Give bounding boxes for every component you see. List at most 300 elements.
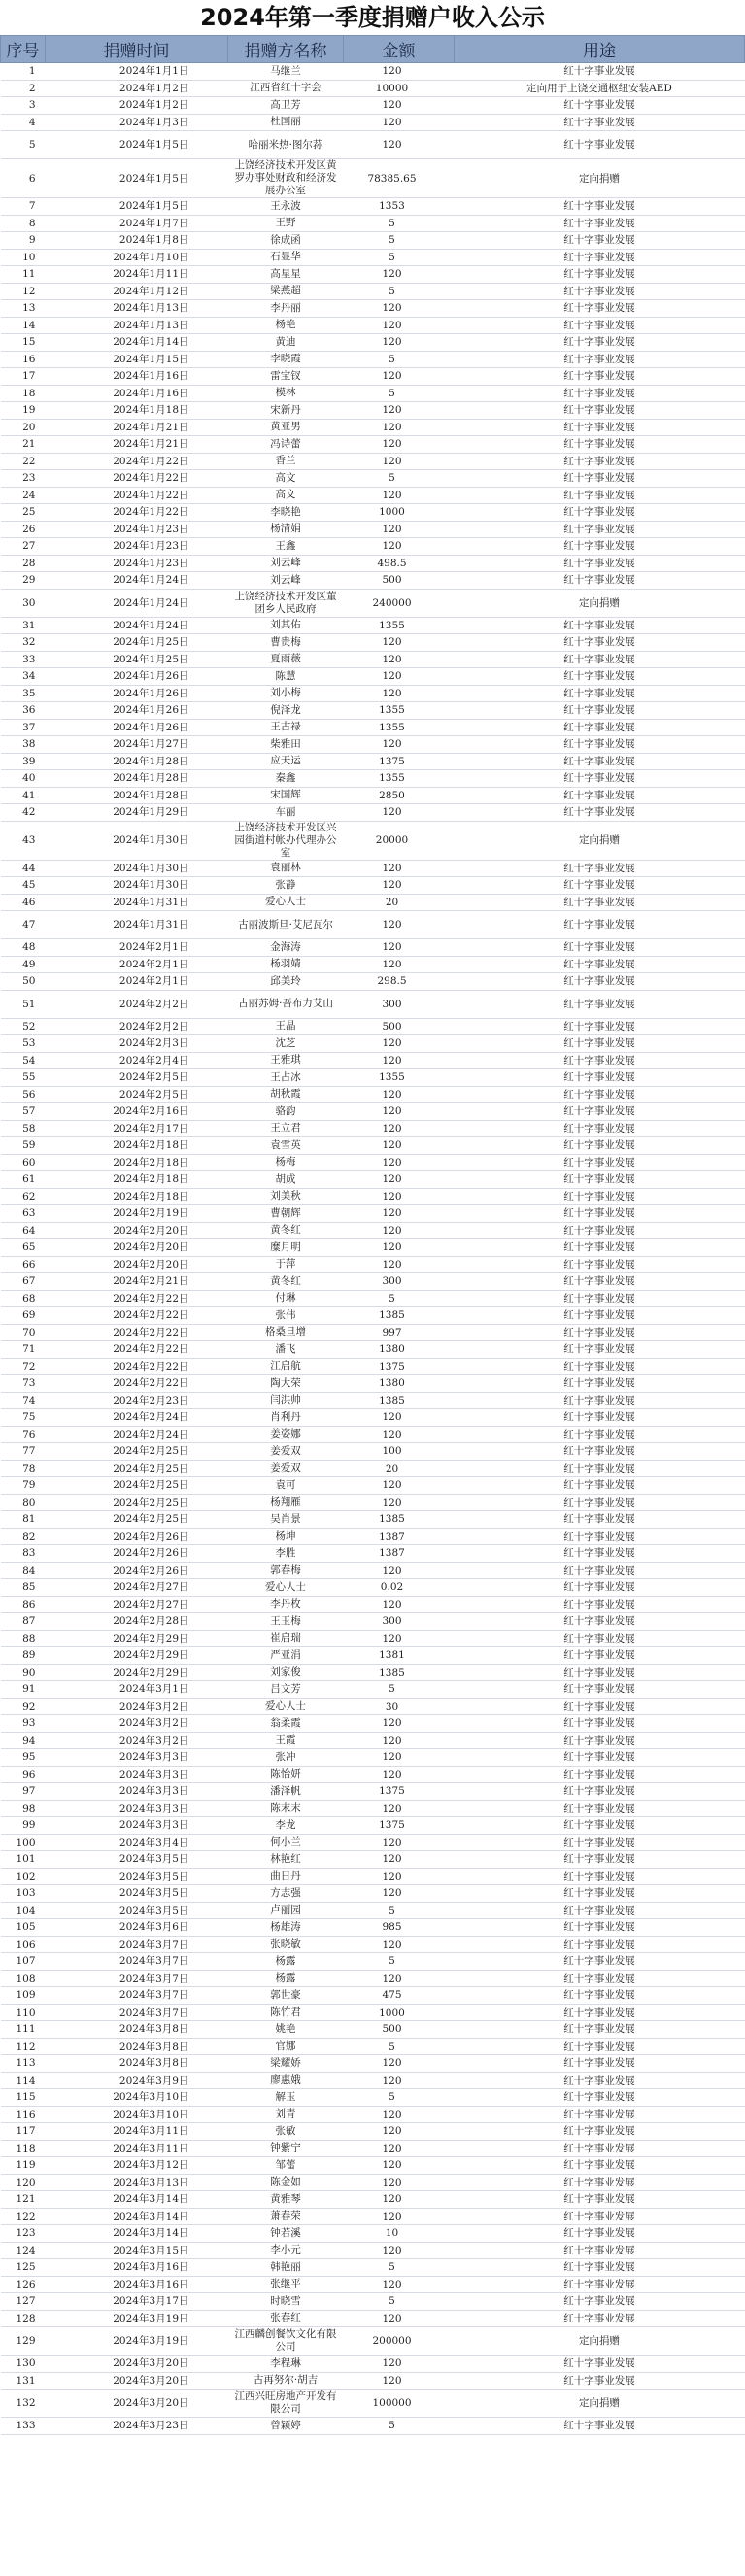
cell-purpose: 红十字事业发展 — [455, 702, 745, 720]
cell-donor: 翁柔霞 — [228, 1715, 344, 1733]
cell-amount: 120 — [344, 736, 455, 754]
cell-date: 2024年3月7日 — [46, 1936, 228, 1953]
cell-donor: 官娜 — [228, 2038, 344, 2055]
cell-index: 87 — [1, 1613, 46, 1631]
cell-donor: 车丽 — [228, 804, 344, 822]
cell-amount: 120 — [344, 300, 455, 318]
cell-amount: 120 — [344, 1239, 455, 1257]
cell-purpose: 红十字事业发展 — [455, 1052, 745, 1069]
cell-donor: 张冲 — [228, 1749, 344, 1767]
table-row — [1, 2356, 745, 2373]
cell-amount: 1385 — [344, 1664, 455, 1681]
cell-amount: 120 — [344, 2372, 455, 2390]
cell-purpose: 红十字事业发展 — [455, 634, 745, 652]
table-row — [1, 402, 745, 420]
cell-index: 11 — [1, 266, 46, 284]
cell-amount: 120 — [344, 1851, 455, 1869]
cell-index: 77 — [1, 1443, 46, 1461]
cell-index: 67 — [1, 1273, 46, 1291]
header-index: 序号 — [1, 36, 46, 63]
cell-donor: 杨梅 — [228, 1154, 344, 1171]
cell-purpose: 红十字事业发展 — [455, 753, 745, 770]
cell-date: 2024年3月19日 — [46, 2310, 228, 2327]
header-amount: 金额 — [344, 36, 455, 63]
cell-date: 2024年1月2日 — [46, 80, 228, 97]
cell-index: 84 — [1, 1562, 46, 1579]
cell-amount: 120 — [344, 1035, 455, 1053]
table-row — [1, 1069, 745, 1087]
table-row — [1, 232, 745, 250]
cell-date: 2024年1月1日 — [46, 63, 228, 81]
cell-date: 2024年1月30日 — [46, 821, 228, 860]
cell-date: 2024年3月16日 — [46, 2276, 228, 2293]
cell-index: 61 — [1, 1171, 46, 1189]
cell-purpose: 红十字事业发展 — [455, 283, 745, 300]
cell-donor: 姜爱双 — [228, 1443, 344, 1461]
cell-purpose: 红十字事业发展 — [455, 1885, 745, 1903]
cell-donor: 李晓霞 — [228, 351, 344, 368]
cell-date: 2024年1月10日 — [46, 249, 228, 266]
cell-index: 5 — [1, 131, 46, 159]
cell-donor: 王占冰 — [228, 1069, 344, 1087]
table-row — [1, 555, 745, 572]
cell-index: 115 — [1, 2089, 46, 2107]
cell-date: 2024年3月3日 — [46, 1817, 228, 1835]
cell-index: 59 — [1, 1137, 46, 1155]
cell-date: 2024年2月2日 — [46, 1018, 228, 1035]
cell-donor: 上饶经济技术开发区黄罗办事处财政和经济发展办公室 — [228, 159, 344, 198]
cell-amount: 120 — [344, 2072, 455, 2089]
cell-amount: 100 — [344, 1443, 455, 1461]
cell-date: 2024年2月24日 — [46, 1426, 228, 1443]
cell-index: 126 — [1, 2276, 46, 2293]
table-row — [1, 1120, 745, 1137]
cell-index: 128 — [1, 2310, 46, 2327]
cell-donor: 郭春梅 — [228, 1562, 344, 1579]
cell-index: 45 — [1, 877, 46, 895]
cell-date: 2024年2月22日 — [46, 1358, 228, 1375]
cell-date: 2024年1月22日 — [46, 487, 228, 504]
cell-purpose: 红十字事业发展 — [455, 232, 745, 250]
cell-purpose: 红十字事业发展 — [455, 1528, 745, 1545]
cell-date: 2024年1月25日 — [46, 634, 228, 652]
header-purpose: 用途 — [455, 36, 745, 63]
table-row — [1, 1052, 745, 1069]
cell-purpose: 红十字事业发展 — [455, 1137, 745, 1155]
cell-donor: 张春红 — [228, 2310, 344, 2327]
cell-purpose: 红十字事业发展 — [455, 1477, 745, 1495]
cell-purpose: 红十字事业发展 — [455, 2242, 745, 2259]
cell-donor: 沈芝 — [228, 1035, 344, 1053]
cell-date: 2024年2月5日 — [46, 1069, 228, 1087]
table-row — [1, 504, 745, 522]
cell-index: 8 — [1, 215, 46, 232]
table-row — [1, 702, 745, 720]
cell-purpose: 红十字事业发展 — [455, 1290, 745, 1307]
cell-index: 63 — [1, 1205, 46, 1223]
cell-donor: 邱美玲 — [228, 973, 344, 991]
cell-purpose: 红十字事业发展 — [455, 487, 745, 504]
cell-amount: 120 — [344, 2310, 455, 2327]
cell-index: 9 — [1, 232, 46, 250]
cell-donor: 马继兰 — [228, 63, 344, 81]
table-row — [1, 770, 745, 788]
cell-donor: 王立君 — [228, 1120, 344, 1137]
cell-purpose: 红十字事业发展 — [455, 1375, 745, 1393]
cell-donor: 金海涛 — [228, 939, 344, 957]
cell-date: 2024年2月4日 — [46, 1052, 228, 1069]
cell-date: 2024年2月29日 — [46, 1630, 228, 1647]
cell-purpose: 红十字事业发展 — [455, 1596, 745, 1613]
cell-amount: 120 — [344, 651, 455, 668]
table-row — [1, 317, 745, 334]
table-row — [1, 1239, 745, 1257]
cell-purpose: 红十字事业发展 — [455, 2140, 745, 2157]
table-row — [1, 1273, 745, 1291]
table-row — [1, 736, 745, 754]
cell-purpose: 红十字事业发展 — [455, 1545, 745, 1563]
cell-purpose: 红十字事业发展 — [455, 1069, 745, 1087]
cell-amount: 1000 — [344, 2004, 455, 2021]
cell-donor: 宋国辉 — [228, 787, 344, 804]
cell-donor: 李晓艳 — [228, 504, 344, 522]
cell-index: 26 — [1, 521, 46, 538]
cell-donor: 王鑫 — [228, 538, 344, 556]
cell-purpose: 红十字事业发展 — [455, 1579, 745, 1597]
cell-amount: 5 — [344, 232, 455, 250]
cell-index: 75 — [1, 1409, 46, 1427]
cell-donor: 袁可 — [228, 1477, 344, 1495]
cell-donor: 李小元 — [228, 2242, 344, 2259]
cell-purpose: 红十字事业发展 — [455, 470, 745, 488]
table-row — [1, 1324, 745, 1341]
cell-donor: 胡秋霞 — [228, 1086, 344, 1103]
cell-purpose: 红十字事业发展 — [455, 2123, 745, 2141]
cell-amount: 1355 — [344, 770, 455, 788]
cell-date: 2024年3月11日 — [46, 2140, 228, 2157]
cell-donor: 梁燕超 — [228, 283, 344, 300]
table-row — [1, 1868, 745, 1885]
cell-date: 2024年3月12日 — [46, 2157, 228, 2175]
cell-date: 2024年1月13日 — [46, 317, 228, 334]
cell-amount: 120 — [344, 419, 455, 436]
table-row — [1, 1290, 745, 1307]
cell-index: 38 — [1, 736, 46, 754]
cell-donor: 黄亚男 — [228, 419, 344, 436]
cell-donor: 曹朝辉 — [228, 1205, 344, 1223]
cell-date: 2024年3月7日 — [46, 1987, 228, 2005]
cell-index: 98 — [1, 1800, 46, 1817]
cell-purpose: 红十字事业发展 — [455, 1613, 745, 1631]
cell-amount: 1375 — [344, 1817, 455, 1835]
cell-amount: 120 — [344, 1409, 455, 1427]
table-row — [1, 97, 745, 115]
cell-amount: 120 — [344, 668, 455, 686]
cell-donor: 张伟 — [228, 1307, 344, 1325]
cell-index: 117 — [1, 2123, 46, 2141]
cell-purpose: 红十字事业发展 — [455, 1630, 745, 1647]
cell-donor: 江启航 — [228, 1358, 344, 1375]
cell-amount: 120 — [344, 114, 455, 131]
cell-date: 2024年2月16日 — [46, 1103, 228, 1121]
cell-amount: 120 — [344, 1715, 455, 1733]
cell-purpose: 红十字事业发展 — [455, 1171, 745, 1189]
cell-purpose: 红十字事业发展 — [455, 1902, 745, 1919]
cell-amount: 1375 — [344, 1783, 455, 1801]
cell-date: 2024年1月31日 — [46, 894, 228, 911]
cell-donor: 肖利丹 — [228, 1409, 344, 1427]
table-row — [1, 1800, 745, 1817]
cell-purpose: 定向捐赠 — [455, 821, 745, 860]
cell-purpose: 红十字事业发展 — [455, 973, 745, 991]
cell-index: 54 — [1, 1052, 46, 1069]
cell-index: 46 — [1, 894, 46, 911]
table-row — [1, 538, 745, 556]
cell-index: 74 — [1, 1392, 46, 1409]
cell-purpose: 红十字事业发展 — [455, 1035, 745, 1053]
table-row — [1, 1086, 745, 1103]
cell-date: 2024年1月28日 — [46, 753, 228, 770]
cell-purpose: 红十字事业发展 — [455, 894, 745, 911]
cell-index: 131 — [1, 2372, 46, 2390]
cell-index: 125 — [1, 2259, 46, 2277]
cell-date: 2024年3月9日 — [46, 2072, 228, 2089]
cell-amount: 120 — [344, 685, 455, 702]
cell-amount: 120 — [344, 1137, 455, 1155]
cell-index: 39 — [1, 753, 46, 770]
cell-donor: 廖惠娥 — [228, 2072, 344, 2089]
cell-amount: 120 — [344, 1834, 455, 1851]
cell-purpose: 红十字事业发展 — [455, 1018, 745, 1035]
cell-purpose: 红十字事业发展 — [455, 1511, 745, 1529]
cell-date: 2024年2月18日 — [46, 1137, 228, 1155]
cell-index: 3 — [1, 97, 46, 115]
cell-date: 2024年1月12日 — [46, 283, 228, 300]
table-row — [1, 80, 745, 97]
cell-amount: 200000 — [344, 2327, 455, 2356]
cell-amount: 5 — [344, 1953, 455, 1971]
cell-index: 129 — [1, 2327, 46, 2356]
cell-amount: 78385.65 — [344, 159, 455, 198]
cell-amount: 120 — [344, 1800, 455, 1817]
cell-purpose: 红十字事业发展 — [455, 198, 745, 216]
cell-donor: 江西兴旺房地产开发有限公司 — [228, 2390, 344, 2418]
cell-donor: 模林 — [228, 385, 344, 402]
cell-amount: 120 — [344, 2242, 455, 2259]
cell-index: 53 — [1, 1035, 46, 1053]
cell-donor: 解玉 — [228, 2089, 344, 2107]
cell-donor: 萧春荣 — [228, 2208, 344, 2225]
cell-amount: 5 — [344, 283, 455, 300]
cell-purpose: 红十字事业发展 — [455, 1715, 745, 1733]
cell-purpose: 红十字事业发展 — [455, 2004, 745, 2021]
cell-donor: 梁耀娇 — [228, 2055, 344, 2073]
cell-date: 2024年3月7日 — [46, 1953, 228, 1971]
table-row — [1, 1222, 745, 1239]
cell-amount: 120 — [344, 2055, 455, 2073]
cell-index: 90 — [1, 1664, 46, 1681]
cell-amount: 1385 — [344, 1511, 455, 1529]
cell-purpose: 红十字事业发展 — [455, 1273, 745, 1291]
table-row — [1, 1885, 745, 1903]
table-row — [1, 1545, 745, 1563]
cell-amount: 985 — [344, 1919, 455, 1937]
cell-donor: 徐成函 — [228, 232, 344, 250]
cell-amount: 120 — [344, 1256, 455, 1273]
cell-amount: 1385 — [344, 1307, 455, 1325]
cell-purpose: 红十字事业发展 — [455, 419, 745, 436]
cell-date: 2024年1月7日 — [46, 215, 228, 232]
cell-index: 95 — [1, 1749, 46, 1767]
cell-donor: 古丽苏姆·吾布力艾山 — [228, 990, 344, 1018]
cell-purpose: 红十字事业发展 — [455, 1409, 745, 1427]
cell-date: 2024年1月16日 — [46, 368, 228, 386]
table-row — [1, 1511, 745, 1529]
cell-donor: 王野 — [228, 215, 344, 232]
cell-date: 2024年2月26日 — [46, 1545, 228, 1563]
table-row — [1, 215, 745, 232]
table-row — [1, 1630, 745, 1647]
cell-index: 4 — [1, 114, 46, 131]
cell-purpose: 红十字事业发展 — [455, 1443, 745, 1461]
cell-date: 2024年1月30日 — [46, 877, 228, 895]
cell-amount: 120 — [344, 63, 455, 81]
cell-date: 2024年2月28日 — [46, 1613, 228, 1631]
table-row — [1, 300, 745, 318]
cell-index: 35 — [1, 685, 46, 702]
cell-purpose: 红十字事业发展 — [455, 2072, 745, 2089]
cell-date: 2024年1月2日 — [46, 97, 228, 115]
cell-donor: 林艳红 — [228, 1851, 344, 1869]
cell-donor: 刘云峰 — [228, 572, 344, 590]
cell-amount: 475 — [344, 1987, 455, 2005]
cell-purpose: 红十字事业发展 — [455, 1239, 745, 1257]
cell-amount: 5 — [344, 2293, 455, 2311]
cell-date: 2024年2月17日 — [46, 1120, 228, 1137]
table-row — [1, 436, 745, 454]
cell-amount: 5 — [344, 470, 455, 488]
cell-amount: 120 — [344, 1494, 455, 1511]
cell-date: 2024年1月23日 — [46, 521, 228, 538]
cell-donor: 陈怡妍 — [228, 1766, 344, 1783]
table-row — [1, 521, 745, 538]
cell-donor: 付琳 — [228, 1290, 344, 1307]
table-row — [1, 2072, 745, 2089]
cell-index: 28 — [1, 555, 46, 572]
cell-index: 41 — [1, 787, 46, 804]
cell-purpose: 红十字事业发展 — [455, 2310, 745, 2327]
table-row — [1, 1171, 745, 1189]
cell-index: 14 — [1, 317, 46, 334]
cell-index: 123 — [1, 2225, 46, 2243]
cell-index: 65 — [1, 1239, 46, 1257]
cell-donor: 崔启瑞 — [228, 1630, 344, 1647]
cell-date: 2024年2月2日 — [46, 990, 228, 1018]
cell-purpose: 红十字事业发展 — [455, 97, 745, 115]
cell-index: 50 — [1, 973, 46, 991]
table-row — [1, 911, 745, 939]
cell-donor: 吴肖景 — [228, 1511, 344, 1529]
table-row — [1, 1018, 745, 1035]
cell-purpose: 红十字事业发展 — [455, 1120, 745, 1137]
table-row — [1, 2140, 745, 2157]
table-row — [1, 1715, 745, 1733]
cell-date: 2024年2月25日 — [46, 1460, 228, 1477]
cell-date: 2024年1月27日 — [46, 736, 228, 754]
cell-index: 58 — [1, 1120, 46, 1137]
table-row — [1, 1375, 745, 1393]
cell-donor: 上饶经济技术开发区董团乡人民政府 — [228, 589, 344, 617]
cell-amount: 120 — [344, 939, 455, 957]
cell-date: 2024年3月8日 — [46, 2055, 228, 2073]
cell-donor: 上饶经济技术开发区兴园街道村帐办代理办公室 — [228, 821, 344, 860]
cell-amount: 1375 — [344, 1358, 455, 1375]
cell-index: 78 — [1, 1460, 46, 1477]
cell-donor: 古再努尔·胡吉 — [228, 2372, 344, 2390]
cell-donor: 倪泽龙 — [228, 702, 344, 720]
cell-donor: 爱心人士 — [228, 894, 344, 911]
cell-date: 2024年2月22日 — [46, 1341, 228, 1359]
cell-donor: 王霞 — [228, 1732, 344, 1749]
table-row — [1, 1477, 745, 1495]
cell-index: 6 — [1, 159, 46, 198]
cell-date: 2024年2月19日 — [46, 1205, 228, 1223]
cell-purpose: 红十字事业发展 — [455, 911, 745, 939]
cell-donor: 杨露 — [228, 1970, 344, 1987]
cell-donor: 姜爱双 — [228, 1460, 344, 1477]
cell-donor: 曲日丹 — [228, 1868, 344, 1885]
cell-index: 62 — [1, 1188, 46, 1205]
table-row — [1, 1681, 745, 1699]
cell-purpose: 红十字事业发展 — [455, 2055, 745, 2073]
table-row — [1, 1732, 745, 1749]
cell-donor: 雷宝钗 — [228, 368, 344, 386]
cell-index: 92 — [1, 1698, 46, 1715]
cell-date: 2024年2月27日 — [46, 1579, 228, 1597]
cell-donor: 江西省红十字会 — [228, 80, 344, 97]
cell-date: 2024年1月22日 — [46, 453, 228, 470]
cell-purpose: 定向用于上饶交通枢纽安装AED — [455, 80, 745, 97]
cell-index: 101 — [1, 1851, 46, 1869]
cell-purpose: 红十字事业发展 — [455, 2021, 745, 2039]
cell-amount: 1355 — [344, 617, 455, 634]
cell-date: 2024年2月22日 — [46, 1290, 228, 1307]
cell-index: 111 — [1, 2021, 46, 2039]
cell-index: 99 — [1, 1817, 46, 1835]
cell-index: 47 — [1, 911, 46, 939]
table-row — [1, 1035, 745, 1053]
cell-date: 2024年1月25日 — [46, 651, 228, 668]
cell-amount: 5 — [344, 2038, 455, 2055]
table-row — [1, 114, 745, 131]
cell-purpose: 红十字事业发展 — [455, 385, 745, 402]
table-row — [1, 2259, 745, 2277]
cell-index: 57 — [1, 1103, 46, 1121]
cell-amount: 120 — [344, 1222, 455, 1239]
cell-purpose: 红十字事业发展 — [455, 956, 745, 973]
table-row — [1, 1528, 745, 1545]
table-row — [1, 939, 745, 957]
cell-date: 2024年3月3日 — [46, 1800, 228, 1817]
cell-donor: 王古禄 — [228, 719, 344, 736]
cell-donor: 于萍 — [228, 1256, 344, 1273]
cell-amount: 120 — [344, 538, 455, 556]
cell-index: 31 — [1, 617, 46, 634]
cell-purpose: 红十字事业发展 — [455, 1766, 745, 1783]
cell-index: 25 — [1, 504, 46, 522]
cell-donor: 王晶 — [228, 1018, 344, 1035]
cell-amount: 120 — [344, 317, 455, 334]
